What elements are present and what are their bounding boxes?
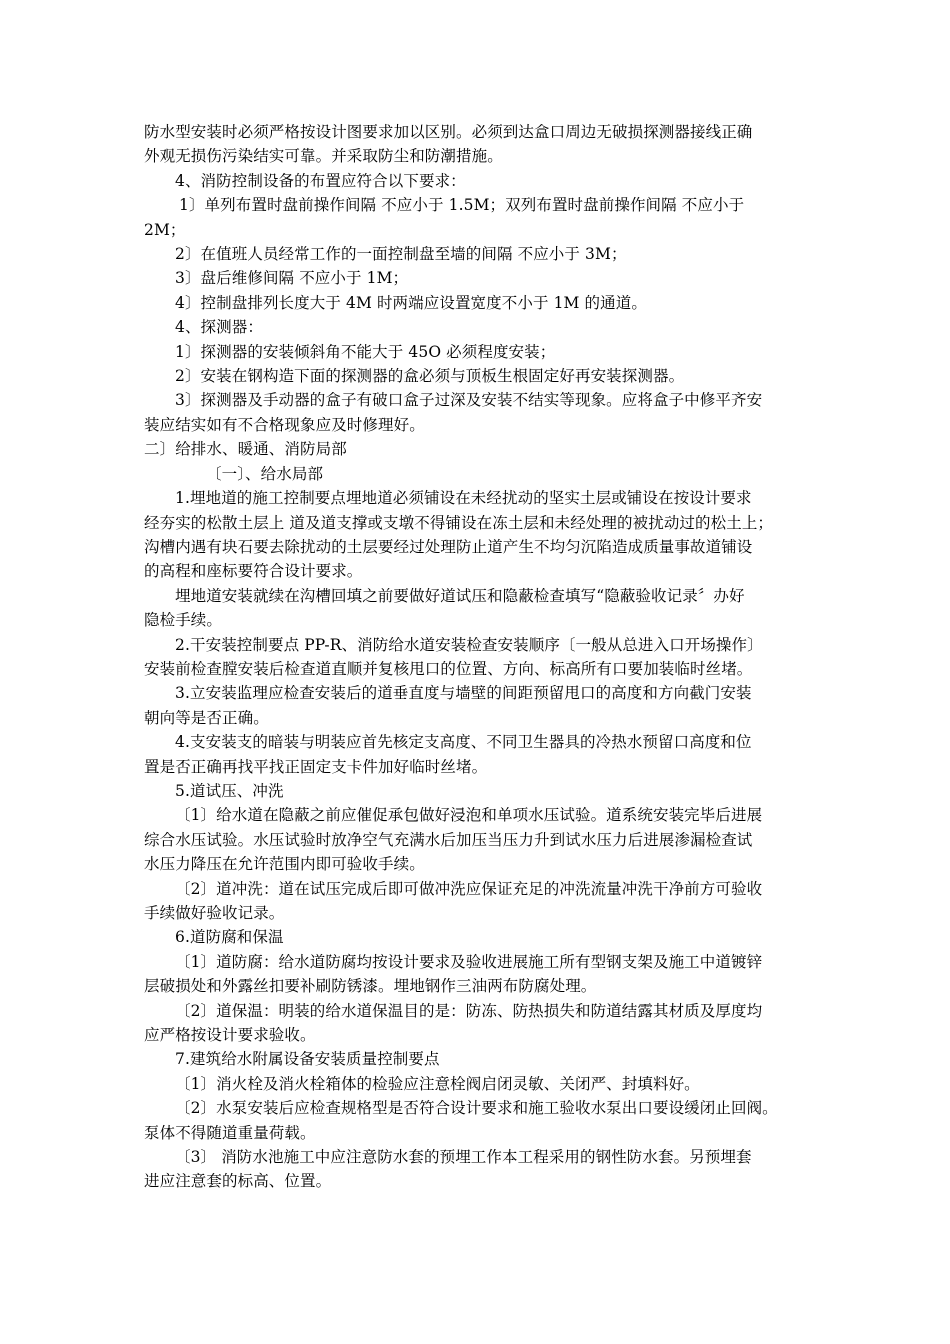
text-line: 〔2〕水泵安装后应检查规格型是否符合设计要求和施工验收水泵出口要设缓闭止回阀。 [175, 1099, 778, 1118]
text-line: 隐检手续。 [144, 611, 223, 630]
text-line: 埋地道安装就续在沟槽回填之前要做好道试压和隐蔽检查填写“隐蔽验收记录〞办好 [175, 586, 745, 605]
text-line: 1〕探测器的安装倾斜角不能大于 45O 必须程度安装； [175, 342, 556, 361]
text-line: 装应结实如有不合格现象应及时修理好。 [144, 415, 425, 434]
text-line: 2〕安装在钢构造下面的探测器的盒必须与顶板生根固定好再安装探测器。 [175, 367, 685, 386]
text-line: 3〕盘后维修间隔 不应小于 1M； [175, 269, 409, 288]
text-line: 3〕探测器及手动器的盒子有破口盒子过深及安装不结实等现象。应将盒子中修平齐安 [175, 391, 763, 410]
text-line: 防水型安装时必须严格按设计图要求加以区别。必须到达盒口周边无破损探测器接线正确 [144, 123, 753, 141]
text-line: 〔1〕消火栓及消火栓箱体的检验应注意栓阀启闭灵敏、关闭严、封填料好。 [175, 1074, 700, 1093]
text-line: 〔1〕给水道在隐蔽之前应催促承包做好浸泡和单项水压试验。道系统安装完毕后进展 [175, 806, 763, 825]
text-line: 的高程和座标要符合设计要求。 [144, 562, 363, 581]
text-line: 〔3〕 消防水池施工中应注意防水套的预埋工作本工程采用的钢性防水套。另预埋套 [175, 1148, 752, 1167]
text-line: 水压力降压在允许范围内即可验收手续。 [144, 855, 425, 874]
text-line: 〔1〕道防腐：给水道防腐均按设计要求及验收进展施工所有型钢支架及施工中道镀锌 [175, 952, 763, 971]
text-line: 经夯实的松散土层上 道及道支撑或支墩不得铺设在冻土层和未经处理的被扰动过的松土上； [144, 513, 774, 532]
text-line: 进应注意套的标高、位置。 [144, 1172, 332, 1191]
text-line: 4〕控制盘排列长度大于 4M 时两端应设置宽度不小于 1M 的通道。 [175, 293, 647, 312]
text-line: 应严格按设计要求验收。 [144, 1026, 316, 1045]
text-line: 朝向等是否正确。 [144, 708, 269, 727]
text-line: 〔2〕道保温：明装的给水道保温目的是：防冻、防热损失和防道结露其材质及厚度均 [175, 1001, 763, 1020]
text-line: 6.道防腐和保温 [175, 928, 284, 947]
text-line: 综合水压试验。水压试验时放净空气充满水后加压当压力升到试水压力后进展渗漏检查试 [144, 830, 753, 849]
text-line: 4、消防控制设备的布置应符合以下要求： [175, 171, 466, 190]
text-line: 〔2〕道冲洗：道在试压完成后即可做冲洗应保证充足的冲洗流量冲洗干净前方可验收 [175, 879, 763, 898]
text-line: 2〕在值班人员经常工作的一面控制盘至墙的间隔 不应小于 3M； [175, 245, 627, 264]
text-line: 2.干安装控制要点 PP-R、消防给水道安装检查安装顺序〔一般从总进入口开场操作〕 [175, 635, 763, 654]
text-line: 2M； [144, 220, 186, 239]
text-line: 1.埋地道的施工控制要点埋地道必须铺设在未经扰动的坚实土层或铺设在按设计要求 [175, 489, 752, 508]
text-line: 4.支安装支的暗装与明装应首先核定支高度、不同卫生器具的冷热水预留口高度和位 [175, 733, 752, 752]
text-line: 层破损处和外露丝扣要补刷防锈漆。埋地钢作三油两布防腐处理。 [144, 977, 597, 996]
text-line: 4、探测器： [175, 318, 263, 337]
text-line: 7.建筑给水附属设备安装质量控制要点 [175, 1050, 440, 1069]
text-line: 手续做好验收记录。 [144, 904, 285, 922]
text-line: 1〕单列布置时盘前操作间隔 不应小于 1.5M；双列布置时盘前操作间隔 不应小于 [179, 196, 745, 215]
text-line: 〔一〕、给水局部 [206, 464, 324, 483]
text-line: 外观无损伤污染结实可靠。并采取防尘和防潮措施。 [144, 147, 503, 166]
text-line: 3.立安装监理应检查安装后的道垂直度与墙壁的间距预留甩口的高度和方向截门安装 [175, 684, 752, 703]
text-line: 泵体不得随道重量荷载。 [144, 1123, 316, 1142]
text-line: 沟槽内遇有块石要去除扰动的土层要经过处理防止道产生不均匀沉陷造成质量事故道铺设 [144, 537, 753, 556]
text-line: 置是否正确再找平找正固定支卡件加好临时丝堵。 [144, 757, 488, 776]
text-line: 5.道试压、冲洗 [175, 781, 284, 800]
text-line: 安装前检查膛安装后检查道直顺并复核甩口的位置、方向、标高所有口要加装临时丝堵。 [144, 659, 753, 678]
text-line: 二〕给排水、暖通、消防局部 [144, 440, 347, 459]
